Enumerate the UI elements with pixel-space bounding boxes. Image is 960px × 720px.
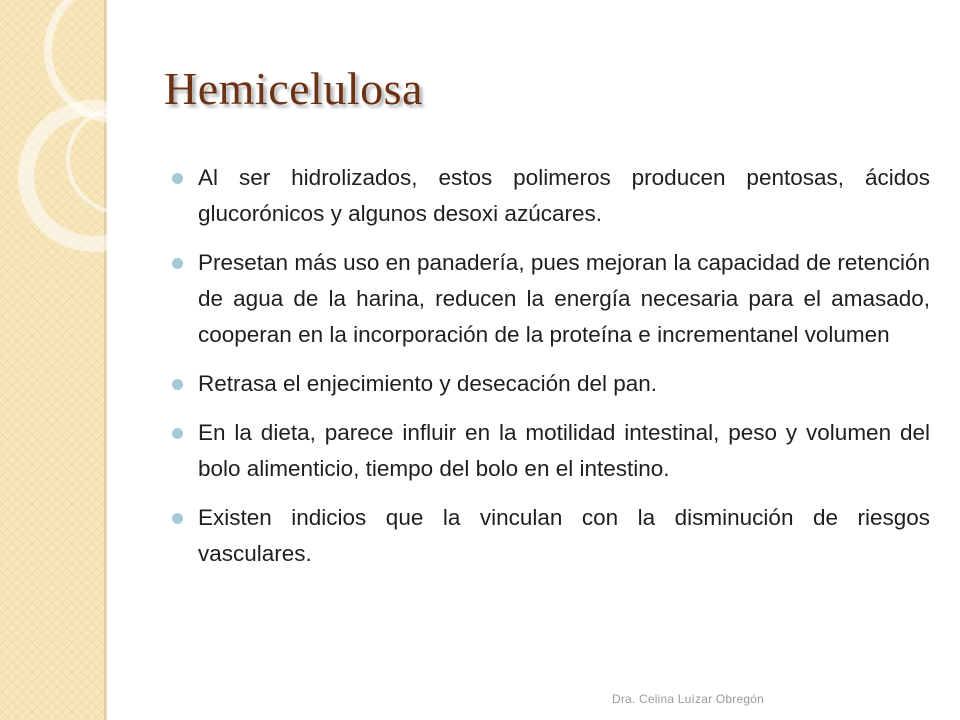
bullet-icon (172, 379, 183, 390)
bullet-text: Presetan más uso en panadería, pues mejoran la capacidad de retención de agua de la harina, reducen la energía necesaria para el amasado, cooperan en la incorporación de la proteína e incrementanel volumen (198, 250, 930, 347)
bullet-text: Retrasa el enjecimiento y desecación del pan. (198, 371, 658, 396)
bullet-item (168, 415, 930, 487)
bullet-item (168, 245, 930, 353)
bullet-icon (172, 513, 183, 524)
bullet-item (168, 366, 930, 402)
bullet-icon (172, 173, 183, 184)
footer-author: Dra. Celina Luízar Obregón (612, 692, 764, 706)
bullet-item (168, 160, 930, 232)
bullet-item (168, 500, 930, 572)
slide-title: Hemicelulosa (164, 63, 423, 114)
bullet-list (168, 160, 930, 585)
bullet-text: Existen indicios que la vinculan con la disminución de riesgos vasculares. (198, 505, 930, 566)
panel-divider (104, 0, 107, 720)
bullet-text: Al ser hidrolizados, estos polimeros producen pentosas, ácidos glucorónicos y algunos desoxi azúcares. (198, 165, 930, 226)
bullet-text: En la dieta, parece influir en la motilidad intestinal, peso y volumen del bolo alimenticio, tiempo del bolo en el intestino. (198, 420, 930, 481)
left-decorative-panel (0, 0, 104, 720)
bullet-icon (172, 428, 183, 439)
bullet-icon (172, 258, 183, 269)
